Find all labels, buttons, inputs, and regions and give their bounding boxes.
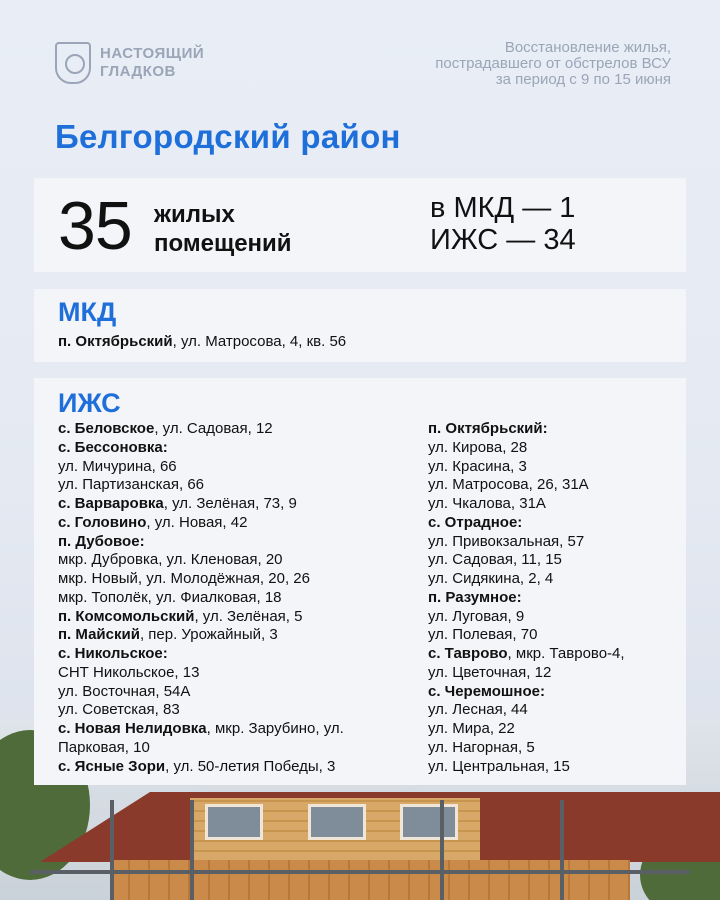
address-line: [58, 701, 398, 720]
mkd-place: п. Октябрьский: [58, 333, 173, 350]
street: ул. Центральная, 15: [428, 757, 570, 775]
locality: п. Разумное:: [428, 588, 522, 606]
street: ул. Мичурина, 66: [58, 457, 177, 475]
coat-of-arms-icon: [55, 42, 91, 84]
street: ул. Восточная, 54А: [58, 682, 191, 700]
mkd-street: , ул. Матросова, 4, кв. 56: [172, 333, 347, 350]
izhs-right-column: [428, 420, 678, 776]
street: ул. Садовая, 11, 15: [428, 551, 562, 569]
address-line: [428, 514, 678, 533]
address-line: [428, 683, 678, 702]
count-label-line-1: жилых: [154, 201, 235, 228]
caption-line-2: пострадавшего от обстрелов ВСУ: [435, 55, 671, 72]
street: мкр. Тополёк, ул. Фиалковая, 18: [58, 588, 282, 606]
address-line: [58, 645, 398, 664]
mkd-count: в МКД — 1: [430, 192, 576, 224]
address-line: [428, 645, 678, 664]
address-line: [428, 758, 678, 777]
izhs-left-column: [58, 420, 398, 776]
address-line: [428, 533, 678, 552]
izhs-title: ИЖС: [58, 388, 121, 418]
logo-line-1: НАСТОЯЩИЙ: [100, 45, 205, 62]
street: , ул. Зелёная, 73, 9: [163, 495, 297, 512]
breakdown: [430, 192, 576, 256]
page-title: Белгородский район: [55, 118, 401, 155]
address-line: [58, 533, 398, 552]
address-line: [428, 626, 678, 645]
caption-line-1: Восстановление жилья,: [504, 39, 671, 56]
address-line: [428, 701, 678, 720]
address-line: [58, 589, 398, 608]
address-line: [428, 720, 678, 739]
street: ул. Кирова, 28: [428, 438, 528, 456]
locality: п. Майский: [58, 626, 140, 644]
street: мкр. Дубровка, ул. Кленовая, 20: [58, 551, 283, 569]
logo-text: [100, 45, 204, 81]
street: , мкр. Зарубино, ул.: [206, 720, 344, 737]
locality: с. Никольское:: [58, 645, 168, 662]
caption-line-3: за период с 9 по 15 июня: [495, 71, 671, 88]
street: ул. Полевая, 70: [428, 626, 538, 644]
street: ул. Луговая, 9: [428, 607, 525, 625]
street: , ул. Садовая, 12: [154, 420, 273, 437]
street: ул. Привокзальная, 57: [428, 532, 585, 550]
logo-line-2: ГЛАДКОВ: [100, 63, 176, 80]
street: ул. Сидякина, 2, 4: [428, 570, 554, 587]
address-line: [58, 420, 398, 439]
address-line: [428, 570, 678, 589]
address-line: [58, 608, 398, 627]
street: ул. Цветочная, 12: [428, 663, 552, 681]
address-line: [58, 551, 398, 570]
izhs-card: [34, 378, 686, 785]
summary-card: [34, 178, 686, 272]
address-line: [428, 420, 678, 439]
locality: с. Ясные Зори: [58, 757, 166, 775]
address-line: [58, 720, 398, 739]
locality: с. Беловское: [58, 420, 155, 437]
street: , ул. 50-летия Победы, 3: [165, 757, 336, 775]
address-line: [58, 758, 398, 777]
address-line: [58, 626, 398, 645]
street: ул. Матросова, 26, 31А: [428, 476, 589, 494]
street: ул. Чкалова, 31А: [428, 495, 546, 512]
logo: [55, 42, 204, 84]
address-line: [428, 664, 678, 683]
address-line: [58, 514, 398, 533]
locality: п. Октябрьский:: [428, 420, 548, 437]
street: ул. Партизанская, 66: [58, 476, 205, 494]
address-line: [428, 495, 678, 514]
header-caption: [435, 40, 671, 88]
locality: п. Дубовое:: [58, 532, 145, 550]
address-line: [428, 476, 678, 495]
street: ул. Красина, 3: [428, 457, 527, 475]
street: ул. Лесная, 44: [428, 701, 528, 719]
total-count: 35: [58, 188, 132, 264]
address-line: [428, 739, 678, 758]
mkd-title: МКД: [58, 297, 117, 327]
address-line: [58, 439, 398, 458]
address-line: [58, 476, 398, 495]
count-label: [154, 200, 292, 258]
locality: с. Черемошное:: [428, 682, 545, 700]
address-line: [428, 589, 678, 608]
locality: п. Комсомольский: [58, 607, 195, 625]
address-line: [58, 495, 398, 514]
mkd-address: [58, 333, 346, 350]
address-line: [58, 458, 398, 477]
street: ул. Нагорная, 5: [428, 738, 535, 756]
locality: с. Головино: [58, 513, 147, 531]
locality: с. Отрадное:: [428, 513, 523, 531]
address-line: [58, 683, 398, 702]
street: , мкр. Таврово-4,: [507, 645, 625, 662]
locality: с. Бессоновка:: [58, 438, 168, 456]
locality: с. Таврово: [428, 645, 508, 662]
street: СНТ Никольское, 13: [58, 663, 200, 681]
street: ул. Мира, 22: [428, 720, 515, 737]
address-line: [428, 439, 678, 458]
address-line: [428, 551, 678, 570]
street: , пер. Урожайный, 3: [139, 626, 278, 644]
count-label-line-2: помещений: [154, 230, 292, 257]
izhs-count: ИЖС — 34: [430, 224, 576, 256]
street: мкр. Новый, ул. Молодёжная, 20, 26: [58, 570, 310, 587]
address-line: [428, 608, 678, 627]
address-line: [58, 739, 398, 758]
locality: с. Новая Нелидовка: [58, 720, 207, 737]
street: , ул. Зелёная, 5: [194, 607, 303, 625]
mkd-card: [34, 289, 686, 362]
locality: с. Варваровка: [58, 495, 164, 512]
address-line: [428, 458, 678, 477]
street: ул. Советская, 83: [58, 701, 180, 719]
address-line: [58, 570, 398, 589]
street: Парковая, 10: [58, 738, 150, 756]
address-line: [58, 664, 398, 683]
street: , ул. Новая, 42: [146, 513, 248, 531]
